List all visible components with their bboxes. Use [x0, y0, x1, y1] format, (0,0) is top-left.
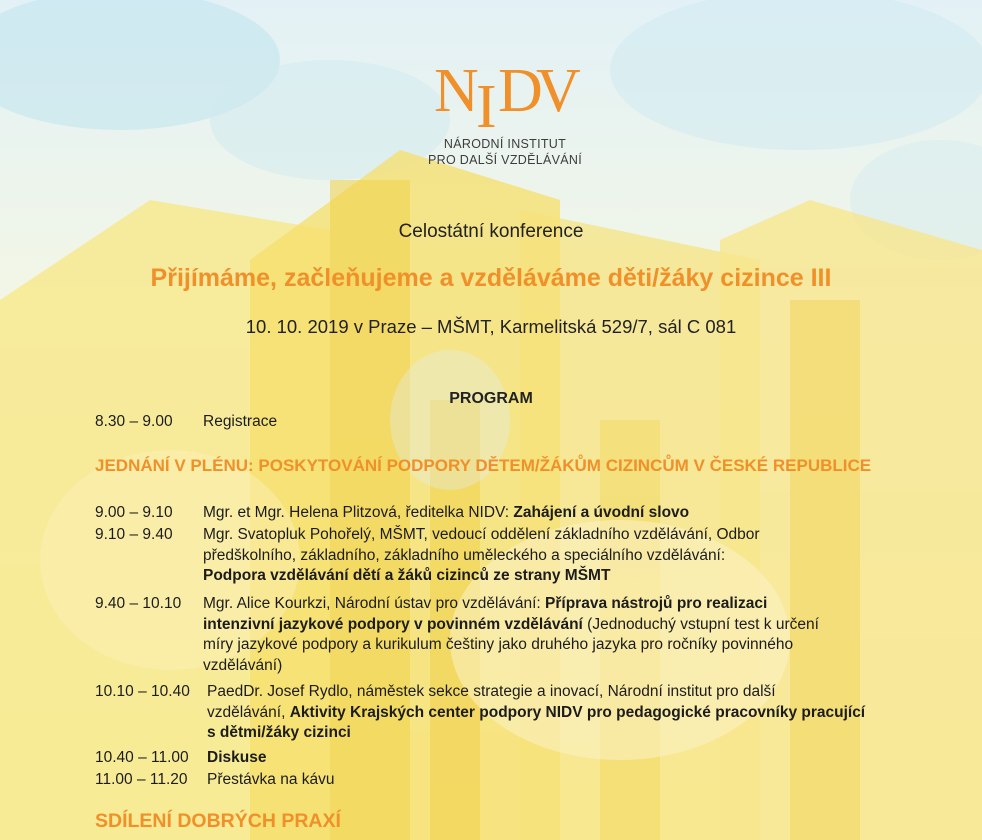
section-heading-good-practice: SDÍLENÍ DOBRÝCH PRAXÍ — [95, 810, 341, 832]
row-description — [203, 525, 883, 587]
conference-date-place: 10. 10. 2019 v Praze – MŠMT, Karmelitská 529/7, sál C 081 — [245, 316, 737, 337]
speaker: Mgr. et Mgr. Helena Plitzová, ředitelka NIDV: — [203, 504, 514, 521]
speaker-line-2: předškolního, základního, základního uměleckého a speciálního vzdělávání: — [203, 546, 726, 564]
row-description — [203, 503, 883, 524]
row-description — [207, 682, 887, 744]
row-description — [207, 748, 887, 769]
row-time: 11.00 – 11.20 — [95, 771, 188, 788]
row-time: 8.30 – 9.00 — [95, 413, 173, 430]
logo-letter-n: N — [434, 57, 479, 125]
speaker: Mgr. Alice Kourkzi, Národní ústav pro vzdělávání: — [203, 595, 546, 612]
topic-line-2: intenzivní jazykové podpory v povinném vzdělávání — [203, 615, 583, 633]
topic-line-1: Příprava nástrojů pro realizaci — [545, 595, 768, 612]
logo-letter-d: D — [498, 57, 543, 125]
topic: Podpora vzdělávání dětí a žáků cizinců ze strany MŠMT — [203, 567, 611, 584]
program-heading: PROGRAM — [449, 390, 533, 407]
row-time: 9.10 – 9.40 — [95, 526, 173, 543]
topic: Diskuse — [207, 749, 267, 766]
row-description — [203, 594, 883, 676]
note-line-3: míry jazykové podpory a kurikulum češtiny jako druhého jazyka pro ročníky povinného — [203, 636, 794, 653]
conference-kind: Celostátní konference — [398, 221, 584, 242]
row-time: 10.40 – 11.00 — [95, 749, 189, 766]
row-time: 9.00 – 9.10 — [95, 504, 173, 521]
speaker-line-1: PaedDr. Josef Rydlo, náměstek sekce strategie a inovací, Národní institut pro další — [207, 683, 776, 700]
logo-letter-i: I — [476, 73, 497, 135]
nidv-logo-mark — [420, 55, 590, 135]
logo-letter-v: V — [536, 57, 581, 125]
logo-line-2: PRO DALŠÍ VZDĚLÁVÁNÍ — [428, 153, 582, 167]
speaker-line-2: vzdělávání, — [207, 703, 290, 721]
section-heading-plenum: JEDNÁNÍ V PLÉNU: POSKYTOVÁNÍ PODPORY DĚTEM/ŽÁKŮM CIZINCŮM V ČESKÉ REPUBLICE — [95, 456, 872, 475]
row-text: Registrace — [203, 413, 278, 430]
topic-line-2: Aktivity Krajských center podpory NIDV pro pedagogické pracovníky pracující — [289, 703, 866, 721]
row-time: 10.10 – 10.40 — [95, 683, 190, 700]
topic-line-3: s dětmi/žáky cizinci — [207, 724, 351, 741]
nidv-logo — [420, 55, 590, 170]
topic: Zahájení a úvodní slovo — [513, 504, 690, 521]
row-text: Přestávka na kávu — [207, 771, 335, 788]
logo-line-1: NÁRODNÍ INSTITUT — [443, 137, 567, 151]
note-line-2: (Jednoduchý vstupní test k určení — [582, 615, 819, 633]
speaker-line-1: Mgr. Svatopluk Pohořelý, MŠMT, vedoucí oddělení základního vzdělávání, Odbor — [203, 526, 760, 543]
note-line-4: vzdělávání) — [203, 656, 283, 674]
conference-title: Přijímáme, začleňujeme a vzděláváme děti/žáky cizince III — [150, 264, 832, 292]
row-time: 9.40 – 10.10 — [95, 595, 182, 612]
